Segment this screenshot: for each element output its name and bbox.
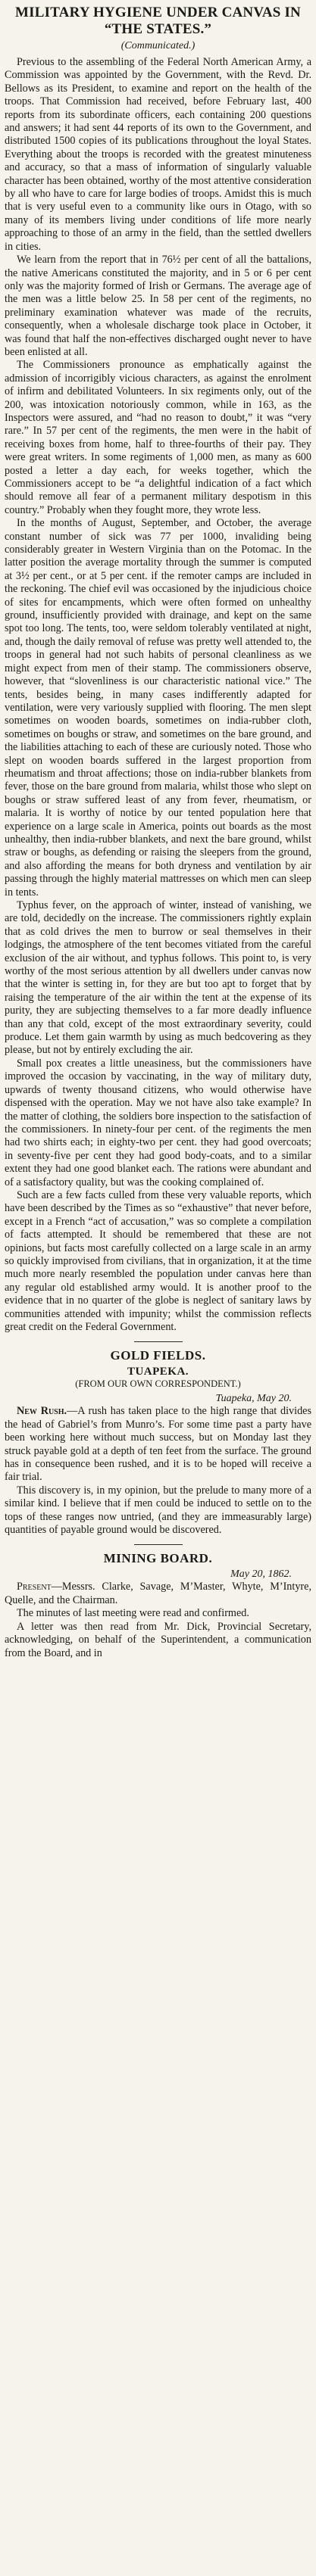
present-names: —Messrs. Clarke, Savage, M’Master, Whyte, M’Intyre, Quelle, and the Chairman. [5, 1581, 311, 1606]
article-mining-board [5, 1551, 311, 1659]
article-military-hygiene [5, 5, 311, 1334]
article-paragraph: This discovery is, in my opinion, but the prelude to many more of a similar kind. I believe that if men could be induced to settle on to the tops of these ranges now untried, (and they are immeasurably large) quantities of payable ground would be discovered. [5, 1484, 311, 1537]
article-paragraph: Small pox creates a little uneasiness, but the commissioners have improved the occasion by vaccinating, in the way of military duty, upwards of twenty thousand citizens, who would otherwise have dispensed with the operation. May we not have also take example? In the matter of clothing, the soldiers bore inspection to the satisfaction of the commissioners. In ninety-four per cent. of the regiments the men had two shirts each; in eighty-two per cent. they had good overcoats; in seventy-five per cent they had good body-coats, and to a similar extent they had one good blanket each. The rations were abundant and of a satisfactory quality, but was the cooking complained of. [5, 1057, 311, 1188]
article-paragraph: In the months of August, September, and October, the average constant number of sick was 77 per 1000, invaliding being considerably greater in Western Virginia than on the Potomac. In the latter position the average mortality through the summer is computed at 3½ per cent., or at 5 per cent. if the remoter camps are included in the reckoning. The chief evil was occasioned by the injudicious choice of sites for encampments, which were often formed on unhealthy ground, insufficiently provided with drainage, and kept on the same spot too long. The tents, too, were seldom tolerably ventilated at night, and, though the daily removal of refuse was pretty well attended to, the troops in general had not such habits of personal cleanliness as we might expect from men of their stamp. The commissioners observe, however, that “slovenliness is our characteristic national vice.” The tents, besides being, in many cases indifferently adapted for ventilation, were very variously supplied with flooring. The men slept sometimes on wooden boards, sometimes on india-rubber cloth, sometimes on boughs or straw, and sometimes on the bare ground, and the liabilities attaching to each of these are curiously noted. Those who slept on wooden boards suffered in the largest proportion from rheumatism and throat affections; those on india-rubber blankets from fever, those on the bare ground from malaria, whilst those who slept on boughs or straw suffered least of any from fever, rheumatism, or malaria. It is worthy of notice by our tented population here that experience on a large scale in America, points out boards as the most unhealthy, then india-rubber blankets, and next the bare ground, whilst straw or boughs, as defending or raising the sleepers from the ground, and also affording the means for both dryness and ventilation by air passing through the highly material mattresses on which men can sleep in tents. [5, 517, 311, 899]
article-paragraph: Previous to the assembling of the Federal North American Army, a Commission was appointed by the Government, with the Revd. Dr. Bellows as its President, to examine and report on the health of the troops. That Commission had received, before February last, 400 reports from its subordinate officers, each containing 200 questions and answers; it had sent 44 reports of its own to the Government, and distributed 1500 copies of its publications throughout the loyal States. Everything about the troops is recorded with the greatest minuteness and accuracy, so that a mass of information of singularly valuable character has been obtained, worthy of the most attentive consideration by all who have to care for large bodies of troops. Amidst this is much that is very useful even to a community like ours in Otago, with so many of its members living under conditions of life more nearly approaching to those of an army in the field, than the settled dwellers in cities. [5, 56, 311, 253]
article-paragraph: Such are a few facts culled from these very valuable reports, which have been described by the Times as so “exhaustive” that never before, except in a French “act of accusation,” was so complete a compilation of facts attempted. It should be remembered that these are not opinions, but facts most carefully collected on a large scale in an army so quickly improvised from civilians, that in organization, it at the time much more nearly resembled the population under canvas here than any regular old established army would. It is another proof to the evidence that in no quarter of the globe is neglect of sanitary laws by communities attended with impunity; whilst the commission reflects great credit on the Federal Government. [5, 1188, 311, 1333]
article-paragraph: The minutes of last meeting were read and confirmed. [17, 1607, 249, 1620]
lead-in: New Rush. [17, 1405, 67, 1418]
article-paragraph: The Commissioners pronounce as emphatically against the admission of incorrigibly vicious characters, as against the enrolment of infirm and debilitated Volunteers. In six regiments only, out of the 200, was intoxication notoriously common, while in 163, as the Inspectors were assured, and “had no reason to doubt,” it was “very rare.” In 57 per cent of the regiments, the men were in the habit of receiving boxes from home, half to three-fourths of their pay. They were great writers. In some regiments of 1,000 men, as many as 600 posted a letter a day each, for weeks together, which the Commissioners accept to be “a delightful indication of a fact which should remove all fear of a permanent military despotism in this country.” Probably when they fought more, they wrote less. [5, 359, 311, 516]
section-divider [134, 1544, 183, 1545]
article-paragraph: We learn from the report that in 76½ per cent of all the battalions, the native Americans constituted the majority, and in 5 or 6 per cent only was the majority formed of Irish or Germans. The average age of the men was a little below 25. In 58 per cent of the regiments, no preliminary examination whatever was made of the recruits, consequently, when a wholesale discharge took place in October, it was found that half the non-effectives discharged ought never to have been enlisted at all. [5, 254, 311, 358]
dateline: Tuapeka, May 20. [215, 1393, 292, 1405]
article-byline: (Communicated.) [120, 40, 196, 51]
article-paragraph: A letter was then read from Mr. Dick, Provincial Secretary, acknowledging, on behalf of the Superintendent, a communication from the Board, and in [5, 1620, 311, 1659]
present-label: Present [17, 1581, 52, 1593]
section-title: GOLD FIELDS. [110, 1348, 206, 1363]
article-headline: MILITARY HYGIENE UNDER CANVAS IN “THE STATES.” [15, 5, 301, 37]
correspondent-note: (FROM OUR OWN CORRESPONDENT.) [75, 1378, 241, 1390]
article-paragraph: Typhus fever, on the approach of winter, instead of vanishing, we are told, decidedly on the increase. The commissioners rightly explain that as cold drives the men to burrow or seal themselves in their lodgings, the atmosphere of the tent becomes vitiated from the careful exclusion of the air without, and typhus follows. This point to, is very worthy of the most serious attention by all dwellers under canvas now that the winter is setting in, for they are but too apt to forget that by raising the temperature of the air within the tent at the expense of its purity, they are subjecting themselves to a far more deadly influence than any that cold, except of the most extraordinary severity, could produce. Let them gain warmth by using as much bedcovering as they please, but not by entirely excluding the air. [5, 899, 311, 1057]
present-list [5, 1581, 311, 1607]
section-title: MINING BOARD. [103, 1551, 213, 1566]
lead-paragraph-text: —A rush has taken place to the high range that divides the head of Gabriel’s from Munro’s. For some time past a party have been working here without much success, but on Monday last they struck payable gold at a depth of ten feet from the surface. The ground has in consequence been rushed, and it is to be hoped will receive a fair trial. [5, 1405, 311, 1484]
dateline: May 20, 1862. [230, 1568, 292, 1581]
article-gold-fields [5, 1348, 311, 1537]
section-subhead: TUAPEKA. [127, 1366, 189, 1378]
section-divider [134, 1341, 183, 1342]
article-paragraph [5, 1405, 311, 1484]
